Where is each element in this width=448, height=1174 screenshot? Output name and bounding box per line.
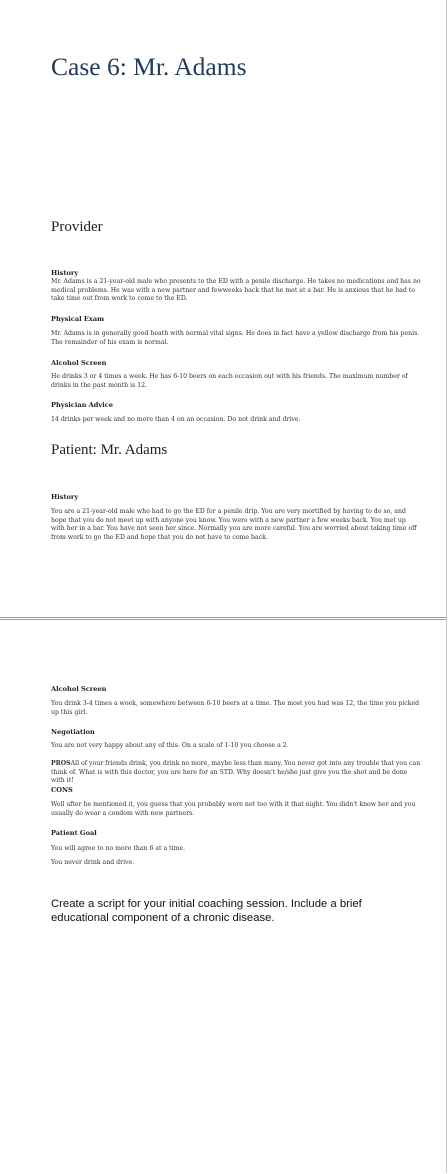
document-page-2	[0, 619, 447, 1173]
patient-history-heading: History	[51, 493, 79, 501]
patient-heading: Patient: Mr. Adams	[51, 442, 168, 458]
provider-alcohol-heading: Alcohol Screen	[51, 359, 107, 367]
assignment-instructions: Create a script for your initial coaching session. Include a brief educational component of a chronic disease.	[51, 898, 362, 924]
provider-heading: Provider	[51, 219, 103, 235]
patient-goal-heading: Patient Goal	[51, 829, 97, 837]
pros-paragraph	[51, 760, 421, 786]
physician-advice-heading: Physician Advice	[51, 401, 113, 409]
physical-exam-heading: Physical Exam	[51, 315, 105, 323]
patient-alcohol-text: You drink 3-4 times a week, somewhere between 6-10 beers at a time. The most you had was 12, the time you picked up this girl.	[51, 700, 420, 716]
provider-history-text: Mr. Adams is a 21-year-old male who presents to the ED with a penile discharge. He takes no medications and has no medical problems. He was with a new partner and fewweeks back that he met at a bar. He is anxious that he had to take time out from work to come to the ED.	[51, 278, 421, 303]
pros-text: All of your friends drink, you drink no more, maybe less than many. You never got into any trouble that you can think of. What is with this doctor, you are here for an STD. Why doesn't he/she just give you the shot and be done with it!	[51, 760, 421, 785]
cons-label: CONS	[51, 786, 73, 794]
pros-label: PROS	[51, 760, 71, 767]
patient-goal-text-1: You will agree to no more than 6 at a time.	[51, 845, 186, 852]
provider-alcohol-text: He drinks 3 or 4 times a week. He has 6-10 beers on each occasion out with his friends. The maximum number of drinks in the past month is 12.	[51, 373, 408, 389]
negotiation-heading: Negotiation	[51, 728, 95, 736]
physical-exam-text: Mr. Adams is in generally good heath with normal vital signs. He does in fact have a yellow discharge from his penis. The remainder of his exam is normal.	[51, 330, 420, 346]
patient-history-text: You are a 21-year-old male who had to go the ED for a penile drip. You are very mortified by having to do so, and hope that you do not meet up with anyone you know. You were with a new partner a few weeks back. You met up with her in a bar. You have not seen her since. Normally you are more careful. You are worried about taking time off from work to go the ED and hope that you do not have to come back.	[51, 508, 417, 541]
patient-alcohol-heading: Alcohol Screen	[51, 685, 107, 693]
provider-history-heading: History	[51, 269, 79, 277]
cons-text: Well after he mentioned it, you guess that you probably were not too with it that night. You didn't know her and you usually do wear a condom with new partners.	[51, 801, 416, 817]
patient-goal-text-2: You never drink and drive.	[51, 859, 135, 866]
physician-advice-text: 14 drinks per week and no more than 4 on an occasion. Do not drink and drive.	[51, 416, 301, 423]
case-title: Case 6: Mr. Adams	[51, 52, 247, 81]
negotiation-text: You are not very happy about any of this. On a scale of 1-10 you choose a 2.	[51, 742, 289, 749]
